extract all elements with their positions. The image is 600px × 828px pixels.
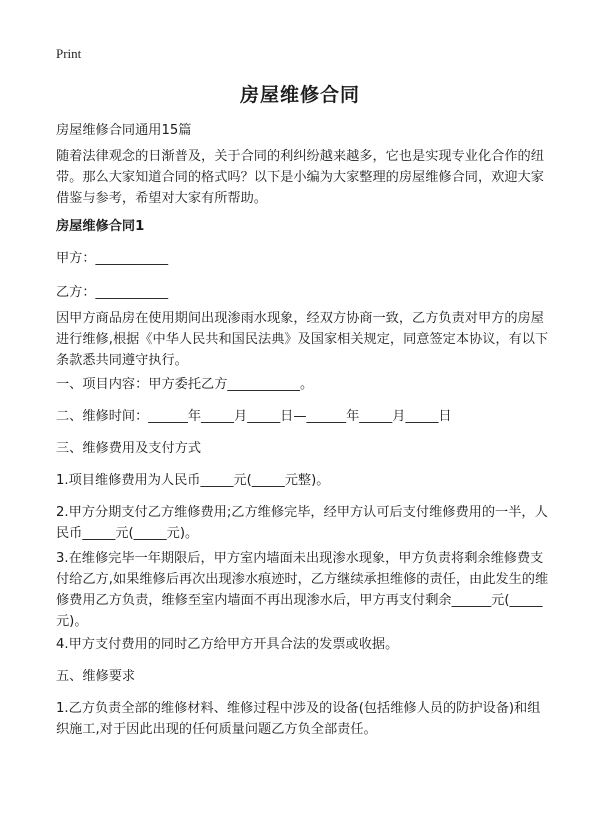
section-heading: 房屋维修合同1 xyxy=(56,219,145,234)
document-subtitle: 房屋维修合同通用15篇 xyxy=(56,123,192,138)
clause-fee-4: 4.甲方支付费用的同时乙方给甲方开具合法的发票或收据。 xyxy=(56,637,399,652)
clause-project-content: 一、项目内容：甲方委托乙方___________。 xyxy=(56,377,314,392)
party-a-line: 甲方：___________ xyxy=(56,251,169,266)
clause-fee-heading: 三、维修费用及支付方式 xyxy=(56,441,202,456)
print-link[interactable]: Print xyxy=(56,46,82,61)
clause-requirements-heading: 五、维修要求 xyxy=(56,669,136,684)
preamble-paragraph: 因甲方商品房在使用期间出现渗雨水现象，经双方协商一致，乙方负责对甲方的房屋进行维修,根据《中华人民共和国民法典》及国家相关规定，同意签定本协议，有以下条款悉共同遵守执行。 xyxy=(56,311,549,368)
party-b-line: 乙方：___________ xyxy=(56,285,169,300)
document-title: 房屋维修合同 xyxy=(239,84,360,106)
intro-paragraph: 随着法律观念的日渐普及，关于合同的利纠纷越来越多，它也是实现专业化合作的纽带。那么大家知道合同的格式吗？以下是小编为大家整理的房屋维修合同，欢迎大家借鉴与参考，希望对大家有所帮助。 xyxy=(56,149,544,206)
clause-fee-3: 3.在维修完毕一年期限后，甲方室内墙面未出现渗水现象，甲方负责将剩余维修费支付给乙方,如果维修后再次出现渗水痕迹时，乙方继续承担维修的责任，由此发生的维修费用乙方负责，维修至室内墙面不再出现渗水后，甲方再支付剩余______元(_____元)。 xyxy=(56,551,549,629)
clause-requirements-1: 1.乙方负责全部的维修材料、维修过程中涉及的设备(包括维修人员的防护设备)和组织施工,对于因此出现的任何质量问题乙方负全部责任。 xyxy=(56,701,541,737)
clause-fee-1: 1.项目维修费用为人民币_____元(_____元整)。 xyxy=(56,473,330,488)
clause-repair-time: 二、维修时间：______年_____月_____日—______年_____月_____日 xyxy=(56,409,452,424)
clause-fee-2: 2.甲方分期支付乙方维修费用;乙方维修完毕，经甲方认可后支付维修费用的一半，人民币_____元(_____元)。 xyxy=(56,505,548,541)
